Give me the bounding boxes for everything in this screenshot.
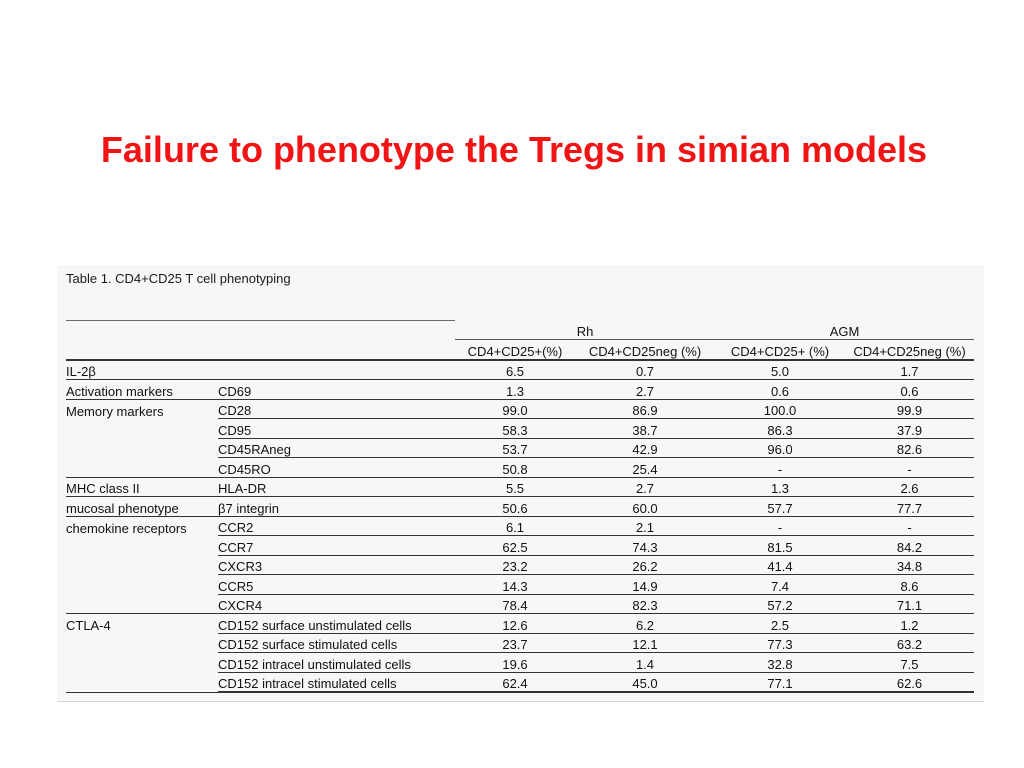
table-row xyxy=(66,536,974,556)
row-marker: CXCR4 xyxy=(218,594,455,614)
value-cell: 71.1 xyxy=(845,594,974,614)
value-cell: 38.7 xyxy=(575,419,715,439)
row-category xyxy=(66,536,218,556)
value-cell: - xyxy=(715,458,845,478)
table-row xyxy=(66,555,974,575)
group-header-agm: AGM xyxy=(715,321,974,340)
table-image-panel xyxy=(57,265,984,702)
row-category: MHC class II xyxy=(66,477,218,497)
row-marker: CXCR3 xyxy=(218,555,455,575)
row-category: CTLA-4 xyxy=(66,618,111,633)
value-cell: 7.5 xyxy=(845,653,974,673)
value-cell: 34.8 xyxy=(845,555,974,575)
value-cell: 2.5 xyxy=(715,614,845,634)
value-cell: 77.1 xyxy=(715,672,845,692)
table-row xyxy=(66,653,974,673)
table-row xyxy=(66,594,974,614)
row-marker: CCR7 xyxy=(218,536,455,556)
table-row xyxy=(66,672,974,692)
value-cell: 6.5 xyxy=(455,360,575,380)
value-cell: 41.4 xyxy=(715,555,845,575)
value-cell: 23.7 xyxy=(455,633,575,653)
value-cell: 84.2 xyxy=(845,536,974,556)
value-cell: 0.7 xyxy=(575,360,715,380)
row-category: mucosal phenotype xyxy=(66,497,218,517)
value-cell: 63.2 xyxy=(845,633,974,653)
table-row xyxy=(66,399,974,419)
row-category: Activation markers xyxy=(66,380,218,400)
column-header: CD4+CD25+(%) xyxy=(455,340,575,360)
value-cell: 57.2 xyxy=(715,594,845,614)
value-cell: 6.2 xyxy=(575,614,715,634)
value-cell: 99.0 xyxy=(455,399,575,419)
value-cell: 32.8 xyxy=(715,653,845,673)
table-row xyxy=(66,614,974,634)
value-cell: 12.1 xyxy=(575,633,715,653)
table-row xyxy=(66,516,974,536)
table-caption: Table 1. CD4+CD25 T cell phenotyping xyxy=(66,271,291,286)
value-cell: 57.7 xyxy=(715,497,845,517)
row-marker: CD152 intracel unstimulated cells xyxy=(218,653,455,673)
value-cell: 26.2 xyxy=(575,555,715,575)
value-cell: 0.6 xyxy=(845,380,974,400)
table-column-header xyxy=(66,340,974,360)
row-marker xyxy=(218,360,455,380)
value-cell: 62.6 xyxy=(845,672,974,692)
value-cell: 77.3 xyxy=(715,633,845,653)
row-marker: CCR5 xyxy=(218,575,455,595)
value-cell: 1.7 xyxy=(845,360,974,380)
group-header-rh: Rh xyxy=(455,321,715,340)
value-cell: 50.6 xyxy=(455,497,575,517)
table-row xyxy=(66,633,974,653)
row-category xyxy=(66,419,218,439)
value-cell: 2.7 xyxy=(575,380,715,400)
column-header: CD4+CD25neg (%) xyxy=(845,340,974,360)
row-category xyxy=(66,555,218,575)
row-category xyxy=(66,672,218,692)
value-cell: 60.0 xyxy=(575,497,715,517)
value-cell: 82.3 xyxy=(575,594,715,614)
value-cell: 78.4 xyxy=(455,594,575,614)
table-row xyxy=(66,497,974,517)
row-category: IL-2β xyxy=(66,360,218,380)
value-cell: 37.9 xyxy=(845,419,974,439)
value-cell: 8.6 xyxy=(845,575,974,595)
table-row xyxy=(66,360,974,380)
row-category xyxy=(66,438,218,458)
row-marker: CD152 surface stimulated cells xyxy=(218,633,455,653)
row-category xyxy=(66,458,218,478)
table-row xyxy=(66,458,974,478)
table-row xyxy=(66,438,974,458)
value-cell: - xyxy=(715,516,845,536)
value-cell: 14.3 xyxy=(455,575,575,595)
value-cell: 5.5 xyxy=(455,477,575,497)
value-cell: 19.6 xyxy=(455,653,575,673)
row-marker: β7 integrin xyxy=(218,497,455,517)
row-marker: CD45RO xyxy=(218,458,455,478)
value-cell: 50.8 xyxy=(455,458,575,478)
row-marker: CD152 surface unstimulated cells xyxy=(218,614,455,634)
value-cell: 12.6 xyxy=(455,614,575,634)
row-category: chemokine receptors xyxy=(66,520,187,536)
value-cell: 62.5 xyxy=(455,536,575,556)
row-marker: CD152 intracel stimulated cells xyxy=(218,672,455,692)
value-cell: 81.5 xyxy=(715,536,845,556)
value-cell: 74.3 xyxy=(575,536,715,556)
value-cell: 1.4 xyxy=(575,653,715,673)
value-cell: 77.7 xyxy=(845,497,974,517)
value-cell: 99.9 xyxy=(845,399,974,419)
value-cell: 96.0 xyxy=(715,438,845,458)
row-marker: CD45RAneg xyxy=(218,438,455,458)
value-cell: 14.9 xyxy=(575,575,715,595)
table-row xyxy=(66,380,974,400)
row-marker: CD28 xyxy=(218,399,455,419)
value-cell: 1.3 xyxy=(455,380,575,400)
value-cell: 1.3 xyxy=(715,477,845,497)
value-cell: 62.4 xyxy=(455,672,575,692)
value-cell: 58.3 xyxy=(455,419,575,439)
table-row xyxy=(66,419,974,439)
value-cell: 2.1 xyxy=(575,516,715,536)
value-cell: 42.9 xyxy=(575,438,715,458)
value-cell: 25.4 xyxy=(575,458,715,478)
row-category xyxy=(66,594,218,614)
column-header: CD4+CD25neg (%) xyxy=(575,340,715,360)
slide-title: Failure to phenotype the Tregs in simian models xyxy=(100,129,928,170)
row-category xyxy=(66,633,218,653)
table-row xyxy=(66,477,974,497)
row-marker: HLA-DR xyxy=(218,477,455,497)
value-cell: 5.0 xyxy=(715,360,845,380)
value-cell: 1.2 xyxy=(845,614,974,634)
row-category xyxy=(66,575,218,595)
value-cell: - xyxy=(845,458,974,478)
column-header: CD4+CD25+ (%) xyxy=(715,340,845,360)
value-cell: 7.4 xyxy=(715,575,845,595)
value-cell: 45.0 xyxy=(575,672,715,692)
value-cell: 23.2 xyxy=(455,555,575,575)
value-cell: 86.9 xyxy=(575,399,715,419)
phenotyping-table xyxy=(66,320,974,693)
table-group-header xyxy=(66,321,974,340)
row-marker: CD95 xyxy=(218,419,455,439)
row-category: Memory markers xyxy=(66,403,164,419)
value-cell: 0.6 xyxy=(715,380,845,400)
row-marker: CCR2 xyxy=(218,516,455,536)
value-cell: 2.6 xyxy=(845,477,974,497)
value-cell: 100.0 xyxy=(715,399,845,419)
table-row xyxy=(66,575,974,595)
value-cell: 82.6 xyxy=(845,438,974,458)
value-cell: 53.7 xyxy=(455,438,575,458)
value-cell: 86.3 xyxy=(715,419,845,439)
row-marker: CD69 xyxy=(218,380,455,400)
value-cell: - xyxy=(845,516,974,536)
value-cell: 6.1 xyxy=(455,516,575,536)
row-category xyxy=(66,653,218,673)
value-cell: 2.7 xyxy=(575,477,715,497)
